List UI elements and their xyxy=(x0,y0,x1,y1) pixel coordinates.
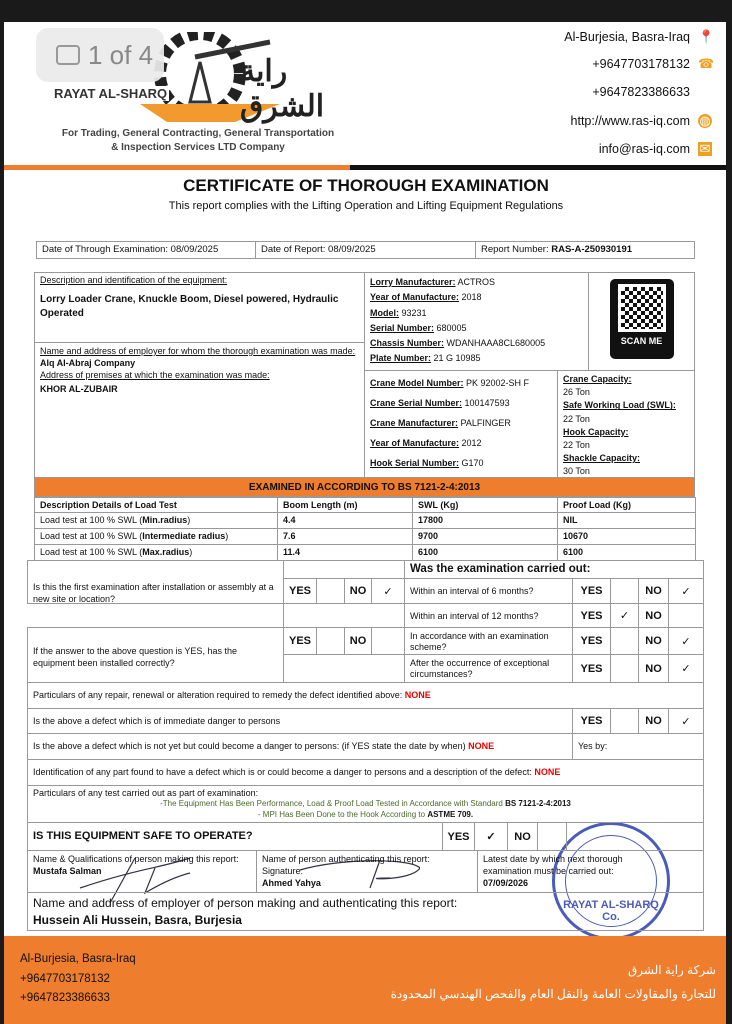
cell-text: Is the above a defect which is not yet but could become a danger to persons: (if YES state the date by when) xyxy=(33,741,469,751)
cell-text: 21 G 10985 xyxy=(431,353,481,364)
table-cell-proof xyxy=(557,512,696,529)
cell-text: Crane Capacity: xyxy=(563,374,632,384)
cell-text: ✓ xyxy=(383,585,393,598)
cell-text: NONE xyxy=(404,690,431,700)
interval-yes-check xyxy=(610,627,639,655)
interval-question-1 xyxy=(404,578,573,604)
cell-text: 2012 xyxy=(459,438,482,448)
cell-text: Chassis Number: xyxy=(370,338,445,349)
carried-out-heading xyxy=(404,560,704,579)
cell-text: ✓ xyxy=(681,585,691,598)
cell-text: G170 xyxy=(459,458,484,468)
blank xyxy=(283,603,405,628)
cell-text: ACTROS xyxy=(455,277,496,287)
interval-yes-check xyxy=(610,654,639,683)
q2-no xyxy=(344,627,372,655)
cell-text: ASTME 709. xyxy=(427,810,474,819)
cell-text: PALFINGER xyxy=(458,418,511,428)
cell-text: Description and identification of the equipment: xyxy=(40,275,228,285)
cell-text: YES xyxy=(447,830,470,843)
cell-text: 2018 xyxy=(459,292,482,303)
cell-text: 22 Ton xyxy=(563,413,590,424)
cell-text: Crane Serial Number: xyxy=(370,398,463,408)
table-row-description xyxy=(34,544,278,561)
cell-text: -The Equipment Has Been Performance, Load & Proof Load Tested in Accordance with Standard xyxy=(160,799,506,808)
detail-item xyxy=(370,351,583,366)
logo-text-en: RAYAT AL-SHARQ xyxy=(54,86,168,101)
detail-item xyxy=(370,413,552,433)
cell-text: Load test at 100 % SWL ( xyxy=(40,547,143,557)
q1-yes xyxy=(283,578,317,604)
cell-text: NO xyxy=(349,585,367,597)
cell-text: Signature: xyxy=(262,866,304,876)
q1-yes-check xyxy=(316,578,345,604)
detail-item xyxy=(370,453,552,473)
detail-item xyxy=(370,321,583,336)
detail-item xyxy=(370,336,583,351)
cell-text: Hook Capacity: xyxy=(563,426,629,437)
globe-icon: ◍ xyxy=(699,113,711,128)
cell-text: NIL xyxy=(563,515,578,525)
interval-question-3 xyxy=(404,627,573,655)
interval-no xyxy=(638,603,669,628)
cell-text: Year of Manufacture: xyxy=(370,292,460,303)
cell-text: ) xyxy=(189,547,193,557)
cell-text: 4.4 xyxy=(283,515,296,525)
cell-text: 93231 xyxy=(399,307,427,318)
cell-text: 22 Ton xyxy=(563,440,590,451)
phone-icon: ☎ xyxy=(698,56,715,71)
cell-text: 17800 xyxy=(418,515,444,525)
cell-text: SWL (Kg) xyxy=(418,500,459,510)
q1-no xyxy=(344,578,372,604)
interval-no-check xyxy=(668,654,704,683)
table-header xyxy=(412,497,558,513)
interval-no-check xyxy=(668,603,704,628)
cell-text: NONE xyxy=(468,741,495,751)
cell-text: Name and address of employer for whom the thorough examination was made: xyxy=(40,346,356,356)
cell-text: YES xyxy=(580,662,603,675)
cell-text: Safe Working Load (SWL): xyxy=(563,400,676,411)
cell-text: Identification of any part found to have a defect which is or could become a danger to persons and a description of the defect: xyxy=(33,767,535,777)
cell-text: YES xyxy=(580,585,603,597)
interval-no xyxy=(638,578,669,604)
table-header xyxy=(277,497,413,513)
cell-text: Particulars of any repair, renewal or alteration required to remedy the defect identified above: xyxy=(33,690,405,700)
cell-text: Within an interval of 6 months? xyxy=(410,586,534,596)
header-divider-dark xyxy=(350,165,726,170)
cell-text: Load test at 100 % SWL ( xyxy=(40,515,143,525)
equipment-description xyxy=(34,272,365,343)
employer-of-examiner xyxy=(27,892,704,931)
lorry-details xyxy=(364,272,589,371)
company-stamp: RAYAT AL-SHARQ Co. xyxy=(552,822,670,940)
cell-text: Was the examination carried out: xyxy=(410,563,591,575)
detail-item xyxy=(563,452,689,478)
cell-text: Is the above a defect which is of immediate danger to persons xyxy=(33,716,281,726)
cell-text: Boom Length (m) xyxy=(283,500,358,510)
detail-item xyxy=(370,306,583,321)
cell-text: YES xyxy=(580,635,603,647)
question-first-exam xyxy=(27,560,284,604)
interval-no-check xyxy=(668,627,704,655)
cell-text: NONE xyxy=(534,767,561,777)
page-subtitle: This report complies with the Lifting Operation and Lifting Equipment Regulations xyxy=(168,200,564,212)
cell-text: NO xyxy=(349,635,367,647)
cell-text: Latest date by which next thorough examination must be carried out: xyxy=(483,854,623,876)
cell-text: Load test at 100 % SWL ( xyxy=(40,531,143,541)
test-particulars xyxy=(27,785,704,823)
contact-phone-1: +9647703178132 ☎ xyxy=(592,56,715,71)
interval-yes xyxy=(572,654,611,683)
logo-text-ar: راية الشرق xyxy=(240,55,325,123)
table-header xyxy=(34,497,278,513)
employer-details xyxy=(34,342,365,478)
yes-by-field xyxy=(572,733,704,760)
cell-text: NO xyxy=(645,585,662,597)
report-number xyxy=(475,241,695,259)
qr-code-icon xyxy=(618,284,666,332)
cell-text: IS THIS EQUIPMENT SAFE TO OPERATE? xyxy=(33,830,253,842)
cell-text: Proof Load (Kg) xyxy=(563,500,631,510)
cell-text: In accordance with an examination scheme? xyxy=(410,631,549,652)
cell-text: Lorry Manufacturer: xyxy=(370,277,456,287)
footer-contact: Al-Burjesia, Basra-Iraq +9647703178132 +9647823386633 xyxy=(20,953,136,1004)
standard-banner: EXAMINED IN ACCORDING TO BS 7121-2-4:2013 xyxy=(34,477,695,497)
cell-text: Ahmed Yahya xyxy=(262,878,321,888)
cell-text: ) xyxy=(187,515,191,525)
q2-yes-check xyxy=(316,627,345,655)
maker-field xyxy=(27,850,257,893)
cell-text: 100147593 xyxy=(462,398,510,408)
safe-check xyxy=(474,822,508,851)
cell-text: SCAN ME xyxy=(620,336,663,346)
interval-no-check xyxy=(668,578,704,604)
table-cell-boom xyxy=(277,512,413,529)
question-installed-correctly xyxy=(27,627,284,683)
interval-yes xyxy=(572,578,611,604)
interval-yes-check xyxy=(610,603,639,628)
cell-text: 26 Ton xyxy=(563,387,590,398)
cell-text: PK 92002-SH F xyxy=(463,378,530,388)
cell-text: NO xyxy=(645,662,662,675)
blank xyxy=(283,560,405,579)
danger-yes xyxy=(572,708,611,734)
table-cell-swl xyxy=(412,512,558,529)
cell-text: Is this the first examination after installation or assembly at a new site or location? xyxy=(33,582,274,604)
cell-text: Max.radius xyxy=(142,547,190,557)
cell-text: NO xyxy=(645,609,662,622)
table-row-description xyxy=(34,512,278,529)
cell-text: Year of Manufacture: xyxy=(370,438,460,448)
cell-text: 11.4 xyxy=(283,547,301,557)
immediate-danger-question xyxy=(27,708,573,734)
table-cell-proof xyxy=(557,528,696,545)
cell-text: 6100 xyxy=(418,547,439,557)
interval-yes-check xyxy=(610,578,639,604)
cell-text: Min.radius xyxy=(142,515,188,525)
cell-text: If the answer to the above question is YES, has the equipment been installed correctly? xyxy=(33,646,237,668)
cell-text: Within an interval of 12 months? xyxy=(410,611,539,621)
cell-text: Particulars of any test carried out as part of examination: xyxy=(33,788,259,798)
cell-text: Plate Number: xyxy=(370,353,432,364)
contact-address: Al-Burjesia, Basra-Iraq 📍 xyxy=(564,29,715,44)
cell-text: NO xyxy=(645,635,662,647)
qr-cell xyxy=(588,272,695,371)
cell-text: RAS-A-250930191 xyxy=(551,244,633,255)
blank xyxy=(283,654,405,683)
detail-item xyxy=(563,426,689,452)
blank xyxy=(537,822,567,851)
interval-question-2 xyxy=(404,603,573,628)
interval-yes xyxy=(572,627,611,655)
cell-text: NO xyxy=(514,830,531,843)
envelope-icon: ✉ xyxy=(699,141,711,156)
cell-text: 680005 xyxy=(434,322,467,333)
table-header xyxy=(557,497,696,513)
q2-no-check xyxy=(371,627,405,655)
cell-text: 7.6 xyxy=(283,531,296,541)
next-exam-date-field xyxy=(477,850,704,893)
cell-text: NO xyxy=(645,715,662,727)
cell-text: ✓ xyxy=(681,663,691,675)
cell-text: 6100 xyxy=(563,547,584,557)
table-cell-swl xyxy=(412,528,558,545)
location-pin-icon: 📍 xyxy=(698,29,715,44)
tagline-2: & Inspection Services LTD Company xyxy=(111,142,285,153)
q2-yes xyxy=(283,627,317,655)
table-row-description xyxy=(34,528,278,545)
repair-particulars xyxy=(27,682,704,709)
cell-text: Hook Serial Number: xyxy=(370,458,460,468)
detail-item xyxy=(563,399,689,425)
detail-item xyxy=(370,290,583,305)
interval-yes xyxy=(572,603,611,628)
page-title: CERTIFICATE OF THOROUGH EXAMINATION xyxy=(183,176,549,195)
interval-question-4 xyxy=(404,654,573,683)
safe-yes xyxy=(442,822,475,851)
cell-text: Name and address of employer of person making and authenticating this report: xyxy=(33,896,458,910)
cell-text: 9700 xyxy=(418,531,439,541)
cell-text: ✓ xyxy=(486,831,496,843)
cell-text: Yes by: xyxy=(578,741,608,751)
cell-text: WDANHAAA8CL680005 xyxy=(444,338,546,349)
detail-item xyxy=(370,275,583,290)
cell-text: Address of premises at which the examination was made: xyxy=(40,370,270,380)
cell-text: - MPI Has Been Done to the Hook According to xyxy=(257,810,428,819)
danger-yes-check xyxy=(610,708,639,734)
cell-text: BS 7121-2-4:2013 xyxy=(505,799,571,808)
qr-code[interactable] xyxy=(610,279,674,359)
cell-text: Serial Number: xyxy=(370,322,435,333)
cell-text: Intermediate radius xyxy=(142,531,226,541)
cell-text: YES xyxy=(580,609,603,622)
cell-text: Report Number: xyxy=(481,244,552,255)
cell-text: Name & Qualifications of person making this report: xyxy=(33,854,239,864)
q1-no-check xyxy=(371,578,405,604)
contact-email[interactable]: info@ras-iq.com ✉ xyxy=(598,141,711,156)
page-indicator[interactable]: 1 of 4 xyxy=(36,28,164,82)
cell-text: Model: xyxy=(370,307,399,318)
table-cell-swl xyxy=(412,544,558,561)
danger-no xyxy=(638,708,669,734)
cell-text: ✓ xyxy=(681,715,691,728)
cell-text: YES xyxy=(580,715,603,727)
cell-text: 10670 xyxy=(563,531,589,541)
cell-text: Shackle Capacity: xyxy=(563,453,641,464)
cell-text: After the occurrence of exceptional circumstances? xyxy=(410,658,550,679)
cell-text: Name of person authenticating this report: xyxy=(262,854,430,864)
interval-no xyxy=(638,627,669,655)
detail-item xyxy=(370,373,552,393)
safe-to-operate-question xyxy=(27,822,443,851)
cell-text: Hussein Ali Hussein, Basra, Burjesia xyxy=(33,913,242,927)
report-date: Date of Report: 08/09/2025 xyxy=(255,241,476,259)
interval-no xyxy=(638,654,669,683)
contact-website[interactable]: http://www.ras-iq.com ◍ xyxy=(570,113,711,128)
cell-text: 30 Ton xyxy=(563,466,590,477)
danger-no-check xyxy=(668,708,704,734)
cell-text: KHOR AL-ZUBAIR xyxy=(40,384,118,394)
cell-text: Crane Model Number: xyxy=(370,378,464,388)
cell-text: ✓ xyxy=(619,610,630,622)
crane-details xyxy=(364,370,558,478)
cell-text: Alq Al-Abraj Company xyxy=(40,358,136,368)
future-danger-question xyxy=(27,733,573,760)
exam-date: Date of Through Examination: 08/09/2025 xyxy=(36,241,256,259)
blank xyxy=(566,822,704,851)
cell-text: ✓ xyxy=(681,635,691,648)
table-cell-boom xyxy=(277,544,413,561)
contact-phone-2: +9647823386633 xyxy=(592,85,690,99)
authenticator-field xyxy=(256,850,478,893)
cell-text: Description Details of Load Test xyxy=(40,500,177,510)
cell-text: YES xyxy=(289,635,312,647)
cell-text: 07/09/2026 xyxy=(483,878,529,888)
capacity-details xyxy=(557,370,695,478)
detail-item xyxy=(563,373,689,399)
defect-identification xyxy=(27,759,704,786)
table-cell-boom xyxy=(277,528,413,545)
tagline-1: For Trading, General Contracting, General Transportation xyxy=(61,128,335,139)
cell-text: Crane Manufacturer: xyxy=(370,418,459,428)
detail-item xyxy=(370,393,552,413)
cell-text: Mustafa Salman xyxy=(33,866,102,876)
sidebar-toggle-icon xyxy=(56,45,80,65)
cell-text: YES xyxy=(289,585,312,597)
footer-arabic: شركة راية الشرق للتجارة والمقاولات العامة والنقل العام والفحص الهندسي المحدودة xyxy=(390,963,716,1001)
cell-text: ) xyxy=(225,531,229,541)
header-divider-orange xyxy=(4,165,350,170)
cell-text: Lorry Loader Crane, Knuckle Boom, Diesel powered, Hydraulic Operated xyxy=(40,294,339,319)
safe-no xyxy=(507,822,538,851)
table-cell-proof xyxy=(557,544,696,561)
detail-item xyxy=(370,433,552,453)
